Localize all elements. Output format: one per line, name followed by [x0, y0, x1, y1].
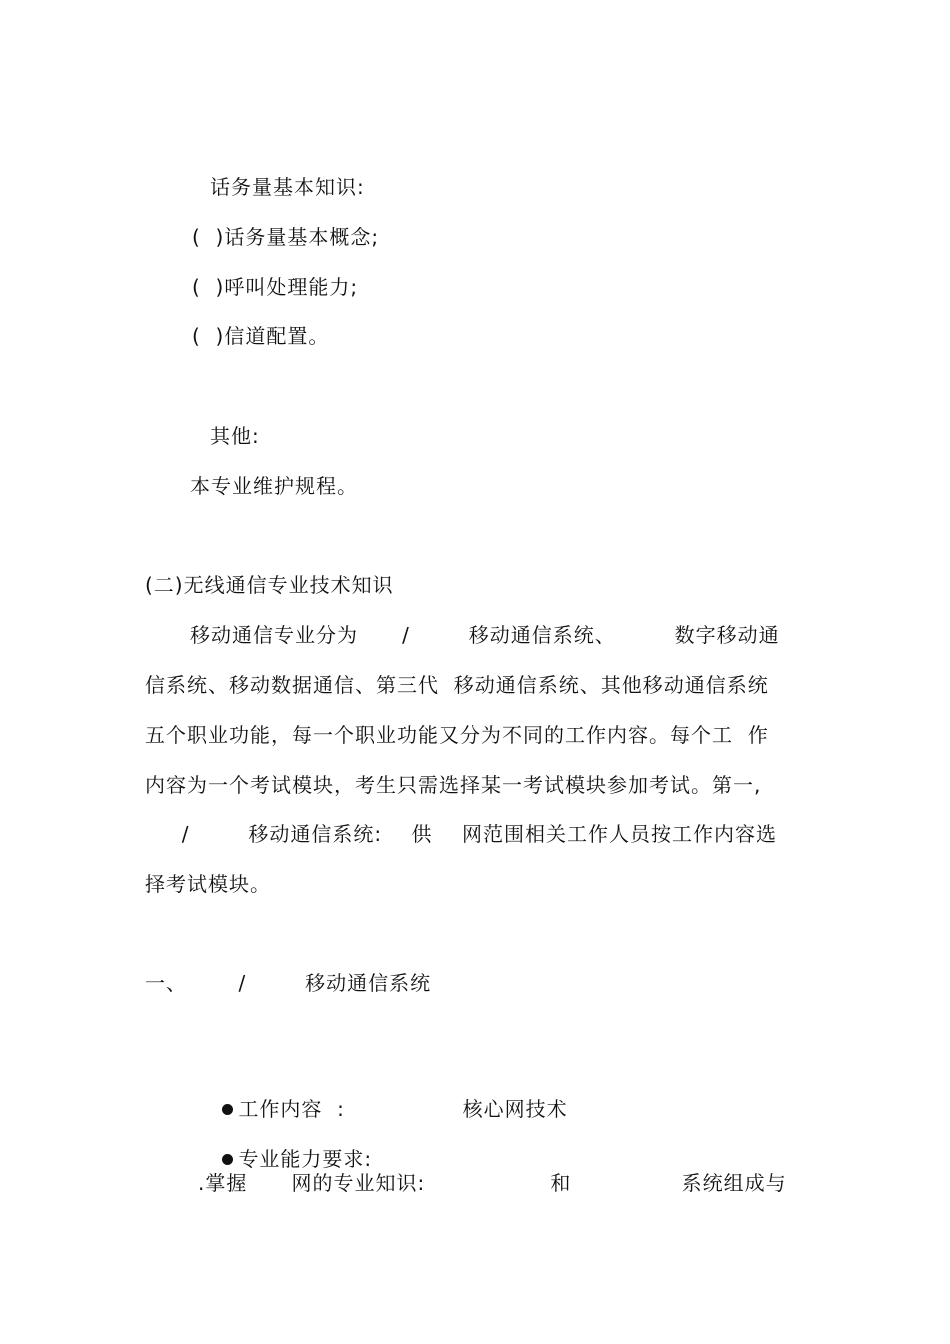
- wireless-paragraph-line-5: / 移动通信系统: 供 网范围相关工作人员按工作内容选: [145, 822, 777, 846]
- wireless-paragraph-line-2: 信系统、移动数据通信、第三代 移动通信系统、其他移动通信系统: [145, 673, 769, 697]
- wireless-paragraph-line-6: 择考试模块。: [145, 872, 271, 896]
- wireless-heading: (二)无线通信专业技术知识: [145, 573, 394, 597]
- traffic-heading: 话务量基本知识:: [210, 175, 365, 199]
- traffic-item-1: ( )话务量基本概念;: [192, 225, 380, 249]
- sub-item-master: .掌握 网的专业知识: 和 系统组成与: [198, 1171, 787, 1195]
- bullet-text: 专业能力要求:: [238, 1147, 373, 1171]
- wireless-paragraph-line-4: 内容为一个考试模块，考生只需选择某一考试模块参加考试。第一,: [145, 773, 762, 797]
- traffic-item-3: ( )信道配置。: [192, 324, 330, 348]
- other-heading: 其他:: [210, 424, 260, 448]
- other-item: 本专业维护规程。: [190, 474, 358, 498]
- bullet-icon: [222, 1154, 233, 1165]
- wireless-paragraph-line-1: 移动通信专业分为 / 移动通信系统、 数字移动通: [190, 623, 780, 647]
- section-one-heading: 一、 / 移动通信系统: [145, 971, 432, 995]
- wireless-paragraph-line-3: 五个职业功能，每一个职业功能又分为不同的工作内容。每个工 作: [145, 723, 769, 747]
- bullet-icon: [222, 1104, 233, 1115]
- bullet-text: 工作内容 : 核心网技术: [238, 1097, 568, 1121]
- traffic-item-2: ( )呼叫处理能力;: [192, 275, 359, 299]
